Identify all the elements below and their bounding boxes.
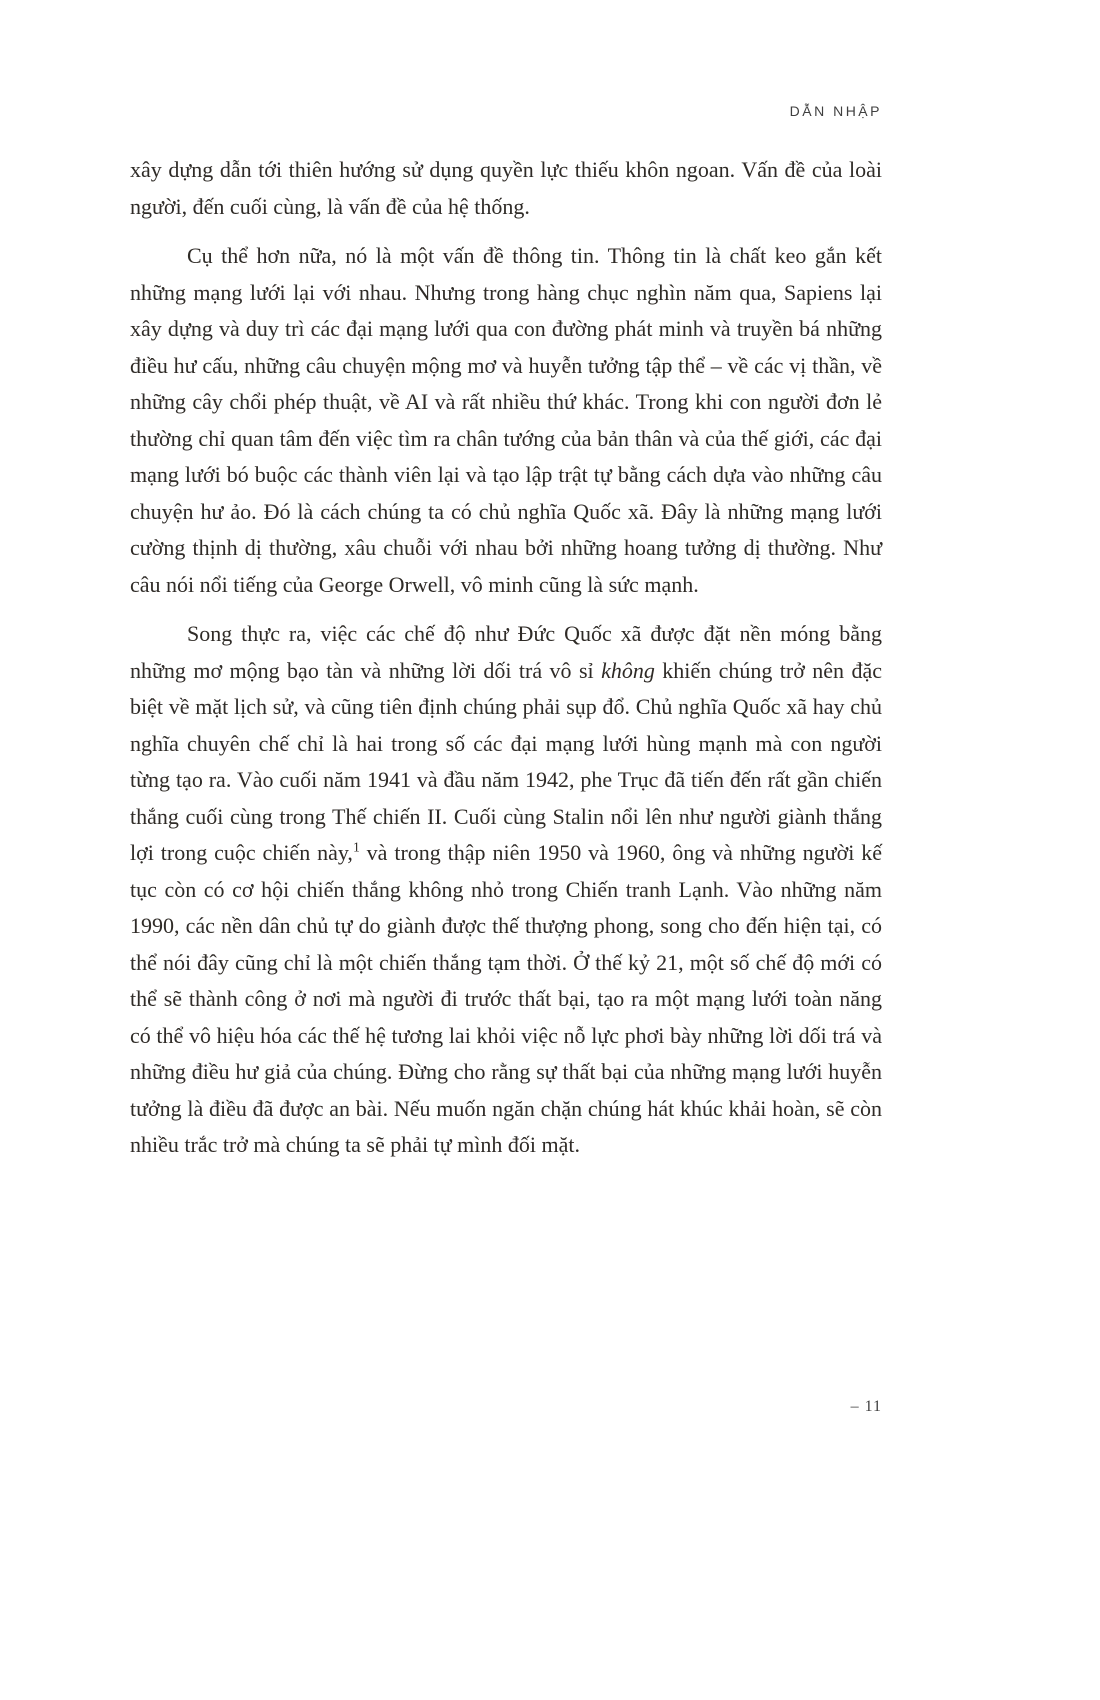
- text-run: và trong thập niên 1950 và 1960, ông và những người kế tục còn có cơ hội chiến thắng không nhỏ trong Chiến tranh Lạnh. Vào những năm 1990, các nền dân chủ tự do giành được thế thượng phong, song cho đến hiện tại, có thể nói đây cũng chỉ là một chiến thắng tạm thời. Ở thế kỷ 21, một số chế độ mới có thể sẽ thành công ở nơi mà người đi trước thất bại, tạo ra một mạng lưới toàn năng có thể vô hiệu hóa các thế hệ tương lai khỏi việc nỗ lực phơi bày những lời dối trá và những điều hư giả của chúng. Đừng cho rằng sự thất bại của những mạng lưới huyễn tưởng là điều đã được an bài. Nếu muốn ngăn chặn chúng hát khúc khải hoàn, sẽ còn nhiều trắc trở mà chúng ta sẽ phải tự mình đối mặt.: [130, 840, 882, 1158]
- text-run: Song thực ra, việc các chế độ như Đức Quốc xã được đặt nền móng bằng những mơ mộng bạo tàn và những lời dối trá vô sỉ: [130, 621, 882, 683]
- running-head: DẪN NHẬP: [789, 103, 882, 119]
- text-run: khiến chúng trở nên đặc biệt về mặt lịch sử, và cũng tiên định chúng phải sụp đổ. Chủ nghĩa Quốc xã hay chủ nghĩa chuyên chế chỉ là hai trong số các đại mạng lưới hùng mạnh mà con người từng tạo ra. Vào cuối năm 1941 và đầu năm 1942, phe Trục đã tiến đến rất gần chiến thắng cuối cùng trong Thế chiến II. Cuối cùng Stalin nổi lên như người giành thắng lợi trong cuộc chiến này,: [130, 657, 882, 866]
- paragraph: [130, 152, 882, 225]
- text-run: xây dựng dẫn tới thiên hướng sử dụng quyền lực thiếu khôn ngoan. Vấn đề của loài người, đến cuối cùng, là vấn đề của hệ thống.: [130, 157, 882, 219]
- page-body: [130, 152, 882, 1177]
- page-number: – 11: [850, 1398, 882, 1415]
- paragraph: [130, 616, 882, 1164]
- footnote-marker: 1: [352, 839, 360, 855]
- paragraph: [130, 238, 882, 603]
- emphasis-text: không: [601, 657, 655, 683]
- text-run: Cụ thể hơn nữa, nó là một vấn đề thông tin. Thông tin là chất keo gắn kết những mạng lưới lại với nhau. Nhưng trong hàng chục nghìn năm qua, Sapiens lại xây dựng và duy trì các đại mạng lưới qua con đường phát minh và truyền bá những điều hư cấu, những câu chuyện mộng mơ và huyễn tưởng tập thể – về các vị thần, về những cây chổi phép thuật, về AI và rất nhiều thứ khác. Trong khi con người đơn lẻ thường chỉ quan tâm đến việc tìm ra chân tướng của bản thân và của thế giới, các đại mạng lưới bó buộc các thành viên lại và tạo lập trật tự bằng cách dựa vào những câu chuyện hư ảo. Đó là cách chúng ta có chủ nghĩa Quốc xã. Đây là những mạng lưới cường thịnh dị thường, xâu chuỗi với nhau bởi những hoang tưởng dị thường. Như câu nói nổi tiếng của George Orwell, vô minh cũng là sức mạnh.: [130, 243, 882, 597]
